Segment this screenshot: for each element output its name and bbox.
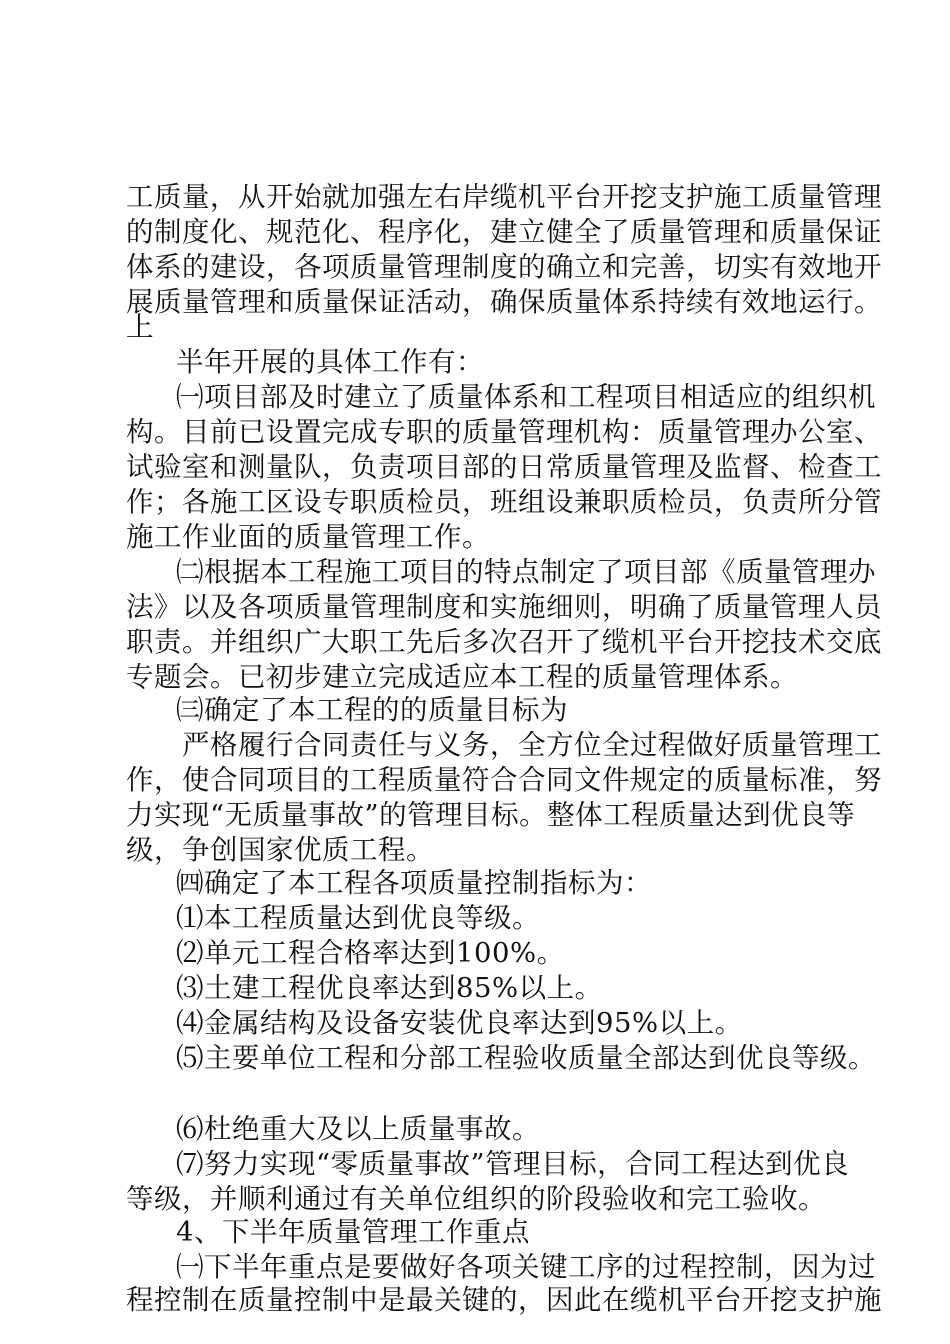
paragraph-line: 试验室和测量队，负责项目部的日常质量管理及监督、检查工 <box>126 451 882 483</box>
list-item: ⑵单元工程合格率达到100%。 <box>176 937 565 969</box>
paragraph-line: 等级，并顺利通过有关单位组织的阶段验收和完工验收。 <box>126 1183 826 1215</box>
paragraph-line: 职责。并组织广大职工先后多次召开了缆机平台开挖技术交底 <box>126 626 882 658</box>
paragraph-line: ㈢确定了本工程的的质量目标为 <box>176 694 568 726</box>
paragraph-line: 级，争创国家优质工程。 <box>126 834 434 866</box>
paragraph-line: 工质量，从开始就加强左右岸缆机平台开挖支护施工质量管理 <box>126 181 882 213</box>
paragraph-line: ㈡根据本工程施工项目的特点制定了项目部《质量管理办 <box>176 556 876 588</box>
paragraph-line: 展质量管理和质量保证活动，确保质量体系持续有效地运行。 <box>126 286 882 318</box>
list-item: ⑶土建工程优良率达到85%以上。 <box>176 972 603 1004</box>
paragraph-line: 法》以及各项质量管理制度和实施细则，明确了质量管理人员 <box>126 591 882 623</box>
paragraph-line: 的制度化、规范化、程序化，建立健全了质量管理和质量保证 <box>126 216 882 248</box>
paragraph-line: 施工作业面的质量管理工作。 <box>126 521 490 553</box>
list-item: ⑴本工程质量达到优良等级。 <box>176 902 540 934</box>
paragraph-line: 程控制在质量控制中是最关键的，因此在缆机平台开挖支护施 <box>126 1284 882 1316</box>
paragraph-line: 专题会。已初步建立完成适应本工程的质量管理体系。 <box>126 661 798 693</box>
list-item: ⑷金属结构及设备安装优良率达到95%以上。 <box>176 1007 743 1039</box>
list-item: ⑸主要单位工程和分部工程验收质量全部达到优良等级。 <box>176 1042 876 1074</box>
paragraph-line: ㈣确定了本工程各项质量控制指标为： <box>176 867 652 899</box>
list-item: ⑺努力实现“零质量事故”管理目标，合同工程达到优良 <box>176 1148 850 1180</box>
paragraph-line: ㈠项目部及时建立了质量体系和工程项目相适应的组织机 <box>176 381 876 413</box>
paragraph-line: 构。目前已设置完成专职的质量管理机构：质量管理办公室、 <box>126 416 882 448</box>
section-heading: 4、下半年质量管理工作重点 <box>176 1216 530 1248</box>
paragraph-line: ㈠下半年重点是要做好各项关键工序的过程控制，因为过 <box>176 1251 876 1283</box>
paragraph-line: 体系的建设，各项质量管理制度的确立和完善，切实有效地开 <box>126 251 882 283</box>
list-item: ⑹杜绝重大及以上质量事故。 <box>176 1113 540 1145</box>
paragraph-line: 作，使合同项目的工程质量符合合同文件规定的质量标准，努 <box>126 764 882 796</box>
paragraph-line: 作；各施工区设专职质检员，班组设兼职质检员，负责所分管 <box>126 486 882 518</box>
paragraph-line: 严格履行合同责任与义务，全方位全过程做好质量管理工 <box>182 729 882 761</box>
paragraph-line: 半年开展的具体工作有： <box>176 346 484 378</box>
paragraph-line: 上 <box>126 311 154 343</box>
paragraph-line: 力实现“无质量事故”的管理目标。整体工程质量达到优良等 <box>126 799 856 831</box>
